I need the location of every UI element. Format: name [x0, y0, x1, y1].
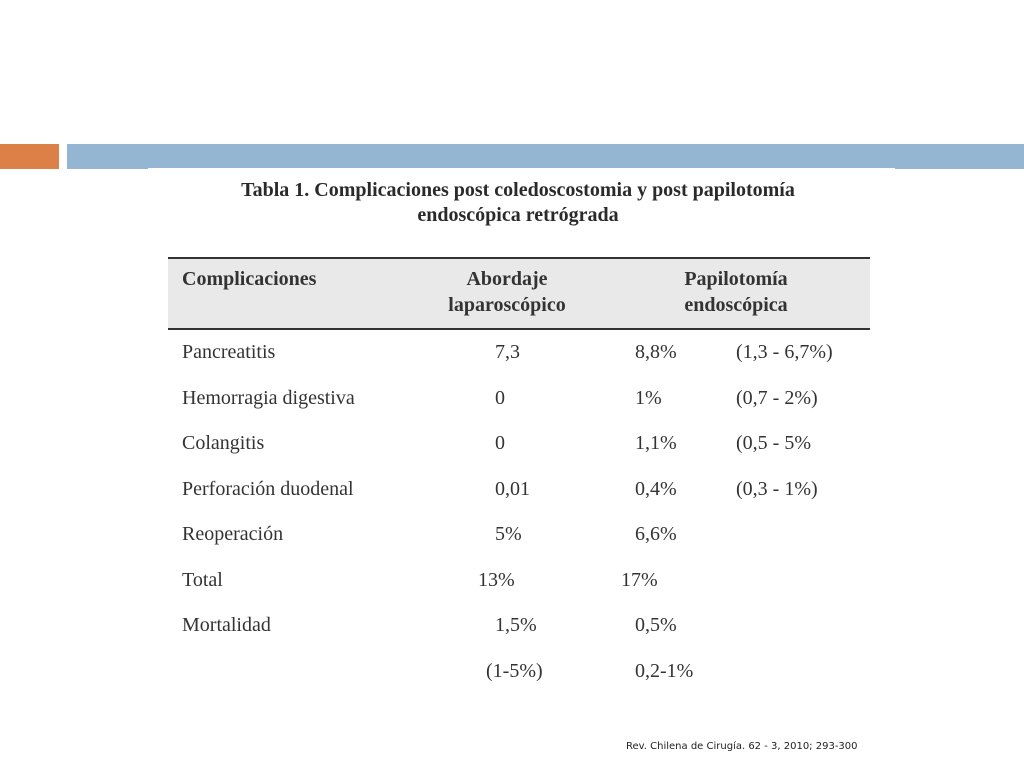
row-label: Pancreatitis [182, 341, 276, 363]
endoscopica-value: 8,8% [635, 341, 677, 363]
laparoscopico-value: 0 [495, 432, 505, 454]
row-label: Perforación duodenal [182, 477, 354, 500]
table-header-row [168, 257, 870, 330]
table-title-line-2: endoscópica retrógrada [417, 204, 619, 226]
header-papilotomia-line-2: endoscópica [684, 294, 788, 316]
range-value: (0,7 - 2%) [736, 386, 818, 409]
row-label: Colangitis [182, 432, 265, 454]
range-value: (0,3 - 1%) [736, 477, 818, 500]
header-abordaje-laparoscopico [432, 266, 582, 318]
endoscopica-value: 0,4% [635, 477, 677, 500]
table-row-pancreatitis [168, 330, 870, 376]
table-figure [148, 168, 895, 698]
table-title-line-1: Tabla 1. Complicaciones post coledoscostomia y post papilotomía [241, 179, 795, 201]
table-row-hemorragia [168, 376, 870, 422]
accent-bar-orange [0, 144, 59, 169]
source-citation: Rev. Chilena de Cirugía. 62 - 3, 2010; 293-300 [626, 741, 858, 752]
endoscopica-value: 1% [635, 386, 662, 409]
header-papilotomia-endoscopica [656, 266, 816, 318]
endoscopica-value: 17% [621, 568, 658, 591]
endoscopica-value: 0,5% [635, 614, 677, 636]
endoscopica-value: 1,1% [635, 432, 677, 454]
endoscopica-value: 6,6% [635, 523, 677, 545]
table-title [148, 178, 888, 228]
header-abordaje-line-2: laparoscópico [448, 294, 566, 316]
table-row-reoperacion [168, 512, 870, 558]
accent-bar-blue [67, 144, 1024, 169]
table-row-total [168, 558, 870, 604]
table-row-perforacion [168, 467, 870, 513]
row-label: Total [182, 568, 223, 591]
laparoscopico-value: 0,01 [495, 477, 530, 500]
header-abordaje-line-1: Abordaje [466, 268, 548, 290]
complications-table [168, 257, 870, 694]
table-body [168, 330, 870, 694]
table-row-mortalidad [168, 603, 870, 649]
laparoscopico-range: (1-5%) [486, 659, 543, 682]
laparoscopico-value: 13% [478, 568, 515, 591]
table-row-mortalidad-range [168, 649, 870, 695]
laparoscopico-value: 1,5% [495, 614, 537, 636]
row-label: Hemorragia digestiva [182, 386, 355, 409]
header-complicaciones: Complicaciones [182, 268, 317, 290]
range-value: (0,5 - 5% [736, 432, 811, 454]
row-label: Reoperación [182, 523, 284, 545]
laparoscopico-value: 5% [495, 523, 522, 545]
laparoscopico-value: 7,3 [495, 341, 520, 363]
endoscopica-range: 0,2-1% [635, 659, 694, 682]
row-label: Mortalidad [182, 614, 271, 636]
laparoscopico-value: 0 [495, 386, 505, 409]
header-papilotomia-line-1: Papilotomía [684, 268, 788, 290]
range-value: (1,3 - 6,7%) [736, 341, 833, 363]
table-row-colangitis [168, 421, 870, 467]
